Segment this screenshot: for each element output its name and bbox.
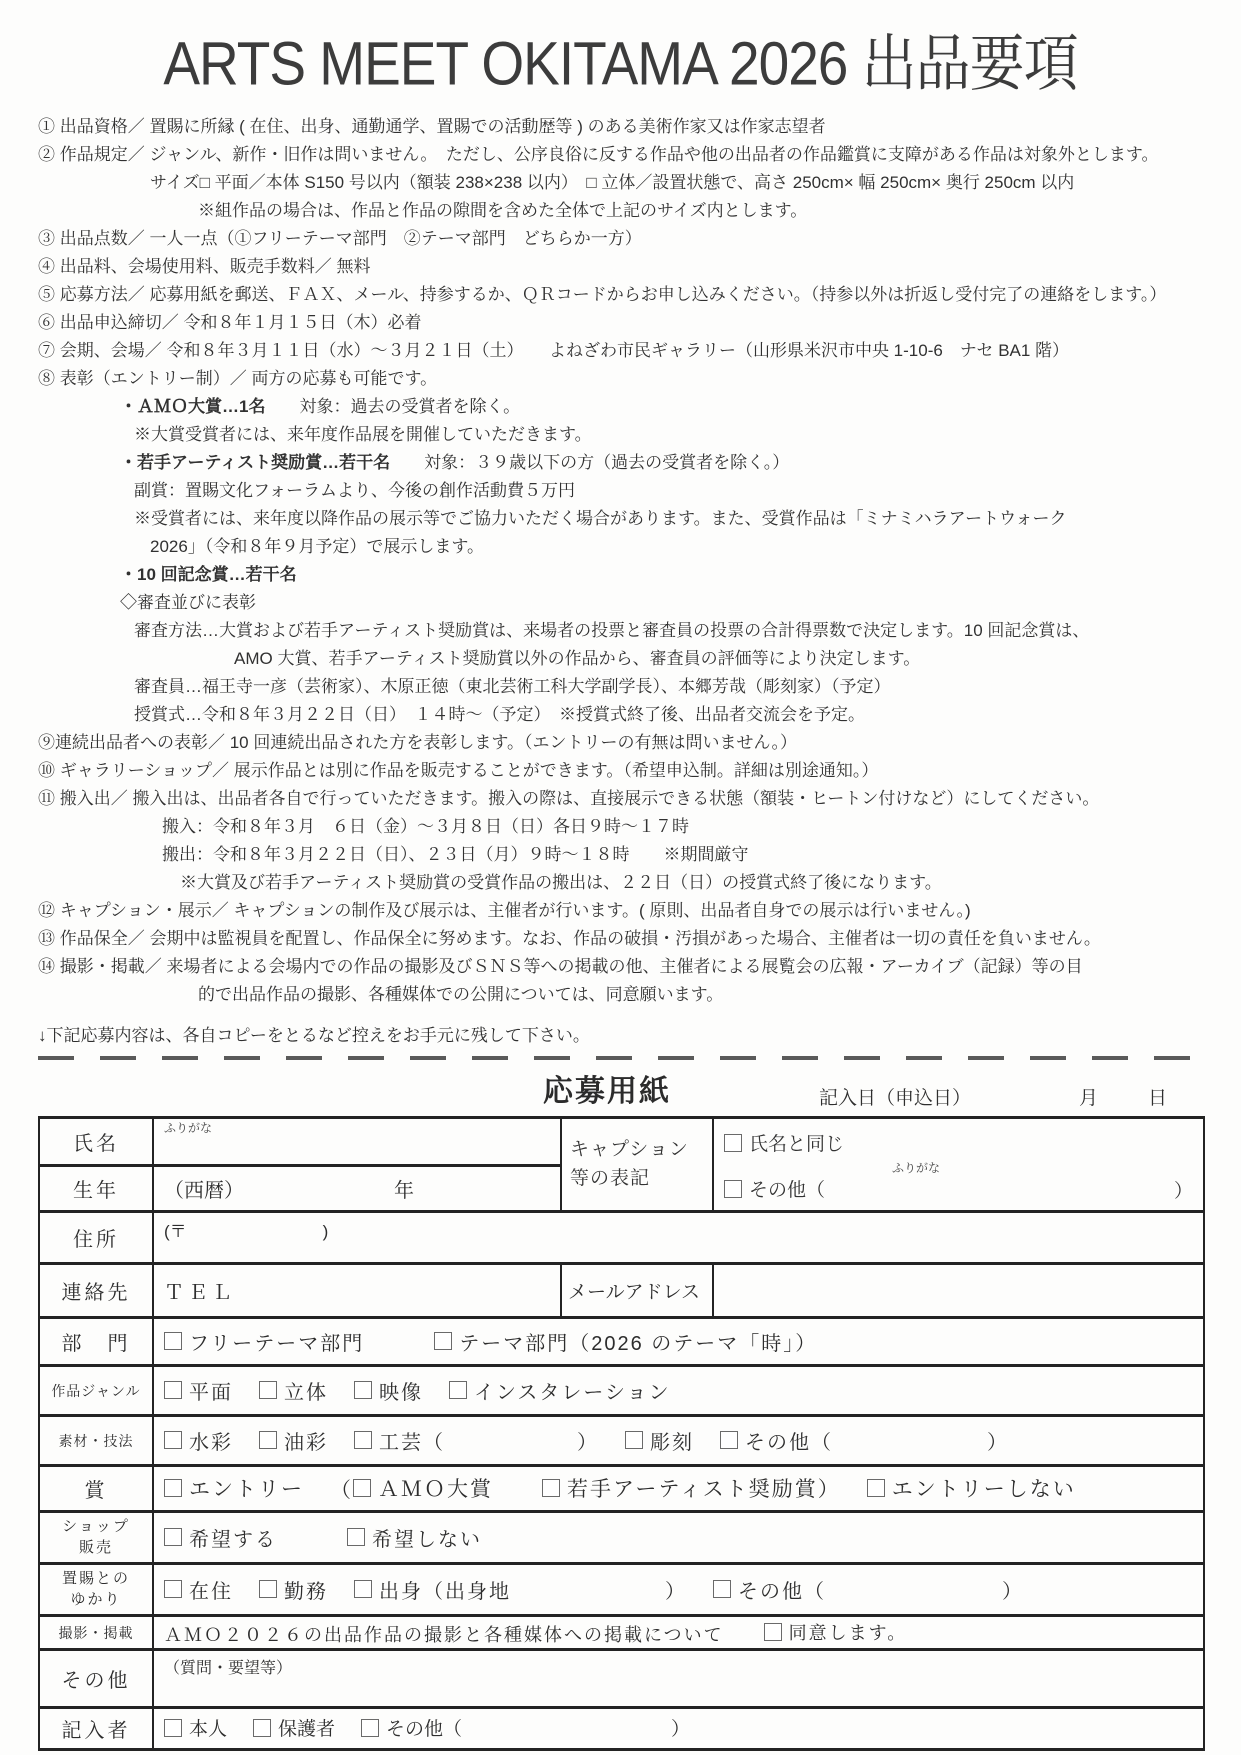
- guideline-line: ① 出品資格／ 置賜に所縁 ( 在住、出身、通勤通学、置賜での活動歴等 ) のある美術作家又は作家志望者: [38, 117, 826, 136]
- checkbox-label: 本人: [189, 1719, 228, 1741]
- checkbox-label: 勤務: [284, 1580, 328, 1603]
- guideline-line: ※受賞者には、来年度以降作品の展示等でご協力いただく場合があります。また、受賞作品は「ミナミハラアートウォーク: [134, 509, 1067, 528]
- checkbox-icon[interactable]: [259, 1580, 277, 1598]
- photo-consent-options: [153, 1616, 1204, 1650]
- guideline-line: ⑫ キャプション・展示／ キャプションの制作及び展示は、主催者が行います。( 原則、出品者自身での展示は行いません。): [38, 901, 971, 920]
- entry-date-label: 記入日（申込日）: [819, 1088, 972, 1109]
- checkbox-label: ＡＭＯ大賞: [378, 1478, 493, 1501]
- checkbox-label: 希望する: [189, 1528, 277, 1551]
- relation-label-line1: 置賜との: [61, 1570, 130, 1588]
- guideline-line: 搬入：令和８年３月 ６日（金）～３月８日（日）各日９時～１７時: [162, 817, 689, 836]
- checkbox-label: その他（ ）: [745, 1431, 1009, 1454]
- checkbox-icon[interactable]: [164, 1580, 182, 1598]
- guideline-line: ⑭ 撮影・掲載／ 来場者による会場内での作品の撮影及びＳＮＳ等への掲載の他、主催者による展覧会の広報・アーカイブ（記録）等の目: [38, 957, 1083, 976]
- checkbox-label: テーマ部門（2026 のテーマ「時」）: [459, 1332, 818, 1355]
- guideline-line: ② 作品規定／ ジャンル、新作・旧作は問いません。 ただし、公序良俗に反する作品や他の出品者の作品鑑賞に支障がある作品は対象外とします。: [38, 145, 1159, 164]
- email-header: メールアドレス: [561, 1264, 713, 1318]
- checkbox-option[interactable]: [259, 1426, 328, 1455]
- guideline-line: ※組作品の場合は、作品と作品の隙間を含めた全体で上記のサイズ内とします。: [198, 201, 808, 220]
- checkbox-icon[interactable]: [867, 1479, 885, 1497]
- guideline-line: ④ 出品料、会場使用料、販売手数料／ 無料: [38, 257, 371, 276]
- guideline-line: ⑬ 作品保全／ 会期中は監視員を配置し、作品保全に努めます。なお、作品の破損・汚損があった場合、主催者は一切の責任を負いません。: [38, 929, 1101, 948]
- checkbox-icon[interactable]: [713, 1580, 731, 1598]
- guideline-line: ⑦ 会期、会場／ 令和８年３月１１日（水）～３月２１日（土） よねざわ市民ギャラリー（山形県米沢市中央 1-10-6 ナセ BA1 階）: [38, 341, 1070, 360]
- tel-label: ＴＥＬ: [164, 1282, 236, 1304]
- guideline-line: ◇審査並びに表彰: [120, 593, 256, 612]
- caption-furigana-label: ふりがな: [892, 1160, 941, 1175]
- caption-header-line1: キャプション: [570, 1139, 689, 1160]
- checkbox-label: その他（ ）: [738, 1580, 1024, 1603]
- text-segment: （: [330, 1479, 353, 1502]
- genre-options: [153, 1366, 1204, 1416]
- checkbox-label: 彫刻: [650, 1431, 694, 1454]
- checkbox-label: フリーテーマ部門: [189, 1332, 365, 1355]
- checkbox-icon[interactable]: [434, 1332, 452, 1350]
- checkbox-option[interactable]: [720, 1426, 1009, 1455]
- material-row-label: 素材・技法: [39, 1416, 153, 1466]
- guideline-line: ⑩ ギャラリーショップ／ 展示作品とは別に作品を販売することができます。（希望申込制。詳細は別途通知。）: [38, 761, 879, 780]
- checkbox-option[interactable]: [164, 1523, 277, 1552]
- checkbox-icon[interactable]: [354, 1431, 372, 1449]
- checkbox-icon[interactable]: [164, 1479, 182, 1497]
- checkbox-option[interactable]: [164, 1473, 304, 1503]
- guideline-line: 審査方法…大賞および若手アーティスト奨励賞は、来場者の投票と審査員の投票の合計得票数で決定します。10 回記念賞は、: [134, 621, 1090, 640]
- row-writer: [39, 1708, 1204, 1750]
- shop-options: [153, 1512, 1204, 1564]
- checkbox-option[interactable]: [354, 1575, 687, 1604]
- checkbox-option[interactable]: [724, 1175, 825, 1202]
- month-label: 月: [1079, 1088, 1099, 1109]
- checkbox-label: エントリーしない: [891, 1478, 1076, 1501]
- application-form-table: [38, 1116, 1205, 1751]
- photo-row-label: 撮影・掲載: [39, 1616, 153, 1650]
- guidelines-list: [38, 113, 1203, 1009]
- guideline-line: 2026」（令和８年９月予定）で展示します。: [150, 537, 484, 556]
- row-other: [39, 1650, 1204, 1708]
- checkbox-icon[interactable]: [449, 1381, 467, 1399]
- checkbox-icon[interactable]: [724, 1180, 742, 1198]
- checkbox-label: エントリー: [189, 1478, 304, 1501]
- checkbox-icon[interactable]: [361, 1719, 379, 1737]
- checkbox-option[interactable]: [361, 1714, 690, 1741]
- checkbox-icon[interactable]: [354, 1580, 372, 1598]
- day-label: 日: [1148, 1088, 1168, 1109]
- relation-row-label: [39, 1564, 153, 1616]
- caption-option-same: [724, 1125, 1193, 1158]
- text-segment: ＡＭＯ２０２６の出品作品の撮影と各種媒体への掲載について: [164, 1624, 724, 1645]
- guideline-line: ⑤ 応募方法／ 応募用紙を郵送、ＦＡＸ、メール、持参するか、ＱＲコードからお申し込みください。（持参以外は折返し受付完了の連絡をします。）: [38, 285, 1167, 304]
- row-name: [39, 1118, 1204, 1166]
- checkbox-option[interactable]: [764, 1619, 908, 1645]
- checkbox-icon[interactable]: [259, 1431, 277, 1449]
- row-relation: [39, 1564, 1204, 1616]
- other-input-area[interactable]: （質問・要望等）: [153, 1650, 1204, 1708]
- genre-row-label: 作品ジャンル: [39, 1366, 153, 1416]
- checkbox-option[interactable]: [542, 1473, 841, 1503]
- checkbox-label: 水彩: [189, 1431, 233, 1454]
- email-input-area[interactable]: [713, 1264, 1204, 1318]
- checkbox-option[interactable]: [164, 1327, 364, 1356]
- relation-label-line2: ゆかり: [70, 1590, 122, 1608]
- tel-input-area[interactable]: [153, 1264, 561, 1318]
- checkbox-label: 希望しない: [372, 1528, 482, 1551]
- shop-label-line2: 販売: [78, 1538, 113, 1556]
- checkbox-option[interactable]: [434, 1327, 817, 1356]
- checkbox-option[interactable]: [164, 1376, 233, 1405]
- checkbox-icon[interactable]: [353, 1479, 371, 1497]
- caption-header-line2: 等の表記: [570, 1167, 651, 1189]
- checkbox-option[interactable]: [625, 1426, 694, 1455]
- checkbox-label: その他（ ）: [386, 1719, 691, 1741]
- guideline-line: AMO 大賞、若手アーティスト奨励賞以外の作品から、審査員の評価等により決定します。: [234, 649, 921, 668]
- guideline-line: ⑥ 出品申込締切／ 令和８年１月１５日（木）必着: [38, 313, 422, 332]
- checkbox-icon[interactable]: [764, 1623, 782, 1641]
- form-title: 応募用紙: [543, 1075, 671, 1108]
- checkbox-label: 同意します。: [788, 1622, 908, 1643]
- writer-options: [153, 1708, 1204, 1750]
- row-department: [39, 1318, 1204, 1366]
- caption-header: [561, 1118, 713, 1212]
- checkbox-icon[interactable]: [164, 1431, 182, 1449]
- guideline-line: ⑧ 表彰（エントリー制）／ 両方の応募も可能です。: [38, 369, 438, 388]
- checkbox-icon[interactable]: [164, 1528, 182, 1546]
- writer-row-label: 記入者: [39, 1708, 153, 1750]
- material-options: [153, 1416, 1204, 1466]
- checkbox-option[interactable]: [164, 1575, 233, 1604]
- prize-row-label: 賞: [39, 1466, 153, 1512]
- name-furigana-label: ふりがな: [164, 1121, 213, 1135]
- guideline-line: ⑨連続出品者への表彰／ 10 回連続出品された方を表彰します。（エントリーの有無は問いません。）: [38, 733, 798, 752]
- checkbox-option[interactable]: [449, 1376, 671, 1405]
- row-address: [39, 1212, 1204, 1264]
- checkbox-icon[interactable]: [724, 1134, 742, 1152]
- checkbox-icon[interactable]: [164, 1719, 182, 1737]
- row-shop: [39, 1512, 1204, 1564]
- guideline-line: [38, 561, 1203, 589]
- birth-year-label: 年: [394, 1180, 414, 1202]
- guideline-line: ⑪ 搬入出／ 搬入出は、出品者各自で行っていただきます。搬入の際は、直接展示できる状態（額装・ヒートン付けなど）にしてください。: [38, 789, 1100, 808]
- checkbox-option[interactable]: [354, 1426, 599, 1455]
- checkbox-option[interactable]: [164, 1426, 233, 1455]
- row-genre: [39, 1366, 1204, 1416]
- guideline-line: 搬出：令和８年３月２２日（日）、２３日（月）９時～１８時 ※期間厳守: [162, 845, 749, 864]
- checkbox-label: その他（: [749, 1180, 826, 1202]
- name-input-area[interactable]: [153, 1118, 561, 1166]
- checkbox-option[interactable]: [867, 1473, 1076, 1503]
- checkbox-label: 在住: [189, 1580, 233, 1603]
- guideline-line: サイズ□ 平面／本体 S150 号以内（額装 238×238 以内） □ 立体／設置状態で、高さ 250cm× 幅 250cm× 奥行 250cm 以内: [150, 173, 1075, 192]
- form-header: [38, 1066, 1203, 1110]
- caption-options-area[interactable]: [713, 1118, 1204, 1212]
- checkbox-icon[interactable]: [354, 1381, 372, 1399]
- checkbox-icon[interactable]: [259, 1381, 277, 1399]
- birth-era-label: （西暦）: [164, 1180, 244, 1202]
- shop-row-label: [39, 1512, 153, 1564]
- birth-row-label: 生年: [39, 1166, 153, 1212]
- checkbox-label: 若手アーティスト奨励賞）: [567, 1478, 841, 1501]
- checkbox-icon[interactable]: [164, 1381, 182, 1399]
- guideline-line: 審査員…福王寺一彦（芸術家）、木原正徳（東北芸術工科大学副学長）、本郷芳哉（彫刻家）（予定）: [134, 677, 891, 696]
- checkbox-option[interactable]: [259, 1575, 328, 1604]
- department-options: [153, 1318, 1204, 1366]
- department-row-label: 部 門: [39, 1318, 153, 1366]
- row-contact: [39, 1264, 1204, 1318]
- contact-row-label: 連絡先: [39, 1264, 153, 1318]
- checkbox-label: 平面: [189, 1381, 233, 1404]
- guideline-line: ・ＡＭＯ大賞…1名 対象：過去の受賞者を除く。: [120, 397, 521, 416]
- shop-label-line1: ショップ: [62, 1518, 130, 1536]
- relation-options: [153, 1564, 1204, 1616]
- checkbox-option[interactable]: [253, 1714, 335, 1741]
- caption-close-paren: ）: [1173, 1180, 1193, 1202]
- checkbox-label: インスタレーション: [474, 1381, 671, 1404]
- name-row-label: 氏名: [39, 1118, 153, 1166]
- checkbox-label: 油彩: [284, 1431, 328, 1454]
- other-row-label: その他: [39, 1650, 153, 1708]
- guideline-line: ③ 出品点数／ 一人一点（①フリーテーマ部門 ②テーマ部門 どちらか一方）: [38, 229, 642, 248]
- checkbox-label: 立体: [284, 1381, 328, 1404]
- guideline-bold-text: ・10 回記念賞…若干名: [120, 565, 297, 584]
- guideline-line: 的で出品作品の撮影、各種媒体での公開については、同意願います。: [198, 985, 724, 1004]
- birth-input-area[interactable]: [153, 1166, 561, 1212]
- checkbox-option[interactable]: [347, 1523, 482, 1552]
- checkbox-option[interactable]: [164, 1714, 227, 1741]
- prize-options: [153, 1466, 1204, 1512]
- guideline-line: ※大賞及び若手アーティスト奨励賞の受賞作品の搬出は、２２日（日）の授賞式終了後になります。: [180, 873, 942, 892]
- copy-note: ↓下記応募内容は、各自コピーをとるなど控えをお手元に残して下さい。: [38, 1026, 590, 1045]
- row-prize: [39, 1466, 1204, 1512]
- checkbox-option[interactable]: [354, 1376, 423, 1405]
- checkbox-icon[interactable]: [720, 1431, 738, 1449]
- guideline-line: 副賞：置賜文化フォーラムより、今後の創作活動費５万円: [134, 481, 575, 500]
- checkbox-label: 映像: [379, 1381, 423, 1404]
- guideline-line: ※大賞受賞者には、来年度作品展を開催していただきます。: [134, 425, 592, 444]
- checkbox-icon[interactable]: [164, 1332, 182, 1350]
- checkbox-icon[interactable]: [347, 1528, 365, 1546]
- checkbox-label: 氏名と同じ: [749, 1134, 845, 1156]
- guideline-bold-text: ・若手アーティスト奨励賞…若干名: [120, 453, 391, 472]
- checkbox-label: 出身（出身地 ）: [379, 1580, 687, 1603]
- guideline-line: ・若手アーティスト奨励賞…若干名 対象：３９歳以下の方（過去の受賞者を除く。）: [120, 453, 790, 472]
- address-input-area[interactable]: (〒 ): [153, 1212, 1204, 1264]
- checkbox-option[interactable]: [353, 1473, 493, 1503]
- address-row-label: 住所: [39, 1212, 153, 1264]
- row-material: [39, 1416, 1204, 1466]
- checkbox-option[interactable]: [713, 1575, 1024, 1604]
- checkbox-option[interactable]: [259, 1376, 328, 1405]
- checkbox-label: 保護者: [278, 1719, 336, 1741]
- cut-line-divider: [38, 1056, 1203, 1060]
- document-title: ARTS MEET OKITAMA 2026 出品要項: [163, 28, 1078, 99]
- checkbox-icon[interactable]: [625, 1431, 643, 1449]
- text-segment: [724, 1625, 764, 1645]
- checkbox-icon[interactable]: [253, 1719, 271, 1737]
- checkbox-icon[interactable]: [542, 1479, 560, 1497]
- guideline-line: 授賞式…令和８年３月２２日（日） １４時～（予定） ※授賞式終了後、出品者交流会を予定。: [134, 705, 865, 724]
- checkbox-option[interactable]: [724, 1129, 844, 1156]
- text-segment: [303, 1529, 347, 1551]
- caption-option-other: [724, 1175, 1193, 1204]
- checkbox-label: 工芸（ ）: [379, 1431, 599, 1454]
- text-segment: [390, 1333, 434, 1355]
- text-segment: [519, 1479, 542, 1502]
- guideline-bold-text: ・ＡＭＯ大賞…1名: [120, 397, 266, 416]
- row-photo-consent: [39, 1616, 1204, 1650]
